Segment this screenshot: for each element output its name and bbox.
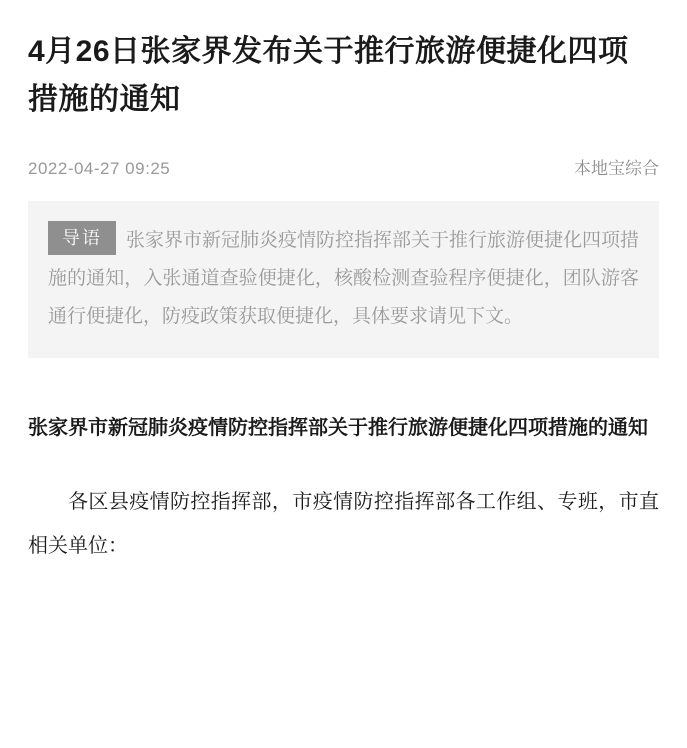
summary-box xyxy=(28,201,659,358)
summary-tag: 导语 xyxy=(48,221,116,255)
article-source: 本地宝综合 xyxy=(574,159,659,178)
body-heading: 张家界市新冠肺炎疫情防控指挥部关于推行旅游便捷化四项措施的通知 xyxy=(28,417,648,439)
summary-text-block xyxy=(48,221,639,336)
article-meta xyxy=(28,154,659,179)
page-title: 4月26日张家界发布关于推行旅游便捷化四项措施的通知 xyxy=(28,35,629,116)
publish-date: 2022-04-27 09:25 xyxy=(28,159,171,178)
summary-body: 张家界市新冠肺炎疫情防控指挥部关于推行旅游便捷化四项措施的通知，入张通道查验便捷化，核酸检测查验程序便捷化，团队游客通行便捷化，防疫政策获取便捷化，具体要求请见下文。 xyxy=(48,230,640,327)
body-paragraph: 各区县疫情防控指挥部，市疫情防控指挥部各工作组、专班，市直相关单位： xyxy=(28,491,659,557)
